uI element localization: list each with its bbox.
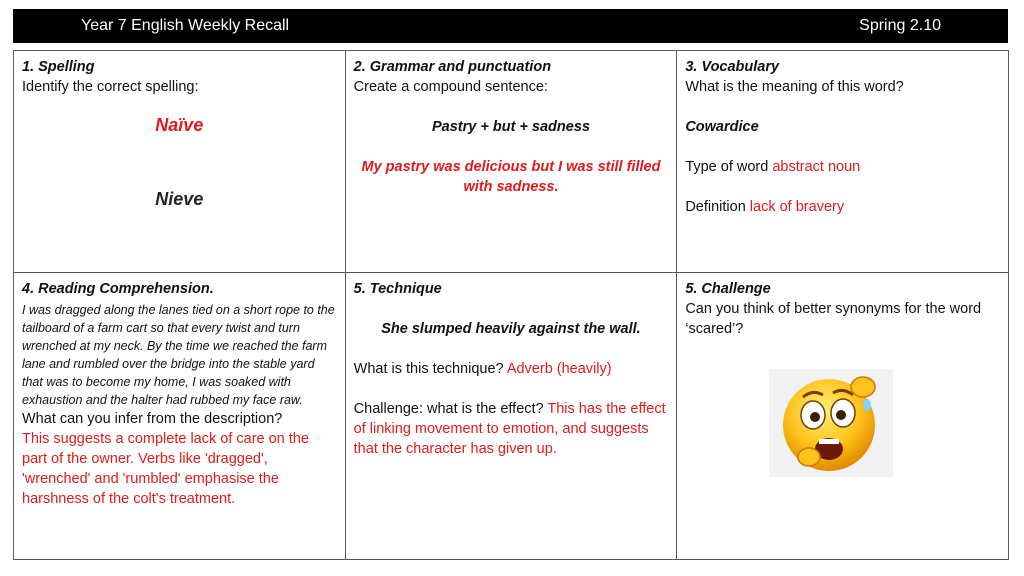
hand-at-mouth [798,448,820,466]
spelling-heading: 1. Spelling [22,59,95,75]
scared-face-emoji-icon [769,369,893,477]
reading-passage: I was dragged along the lanes tied on a short rope to the tailboard of a farm cart so that every twist and turn wrenched at my neck. By the time we reached the farm lane and rumbled over the bridge into the stable yard that was to become my home, I was soaked with exhaustion and the halter had rubbed my face raw. [22,303,335,407]
vocabulary-definition [685,197,1000,217]
reading-answer: This suggests a complete lack of care on the part of the owner. Verbs like 'dragged', 'wrenched' and 'rumbled' emphasise the harshness of the colt's treatment. [22,431,309,507]
challenge-heading: 5. Challenge [685,281,771,297]
grammar-answer: My pastry was delicious but I was still filled with sadness. [361,159,661,195]
grammar-cell [345,51,677,273]
reading-heading: 4. Reading Comprehension. [22,281,214,297]
vocabulary-definition-value: lack of bravery [749,199,845,215]
raised-hand [851,377,875,397]
right-pupil [836,410,846,420]
technique-question [354,359,669,379]
grammar-heading: 2. Grammar and punctuation [353,59,552,75]
technique-challenge-answer: This has the effect of linking movement to emotion, and suggests that the character has given up. [353,401,666,457]
reading-cell [14,273,346,560]
scared-face-emoji-svg [769,369,893,477]
challenge-cell [677,273,1009,560]
technique-question-answer: Adverb (heavily) [506,361,612,377]
spelling-option-incorrect: Nieve [155,189,204,209]
technique-question-label: What is this technique? [353,361,507,377]
left-pupil [810,412,820,422]
vocabulary-cell [677,51,1009,273]
challenge-prompt: Can you think of better synonyms for the word ‘scared’? [685,301,982,337]
term-label: Spring 2.10 [859,17,941,34]
vocabulary-prompt: What is the meaning of this word? [685,79,904,95]
vocabulary-type [685,157,1000,177]
grammar-prompt: Create a compound sentence: [353,79,548,95]
header-bar [13,9,1008,43]
grammar-formula: Pastry + but + sadness [432,119,590,135]
vocabulary-definition-label: Definition [685,199,750,215]
technique-cell [345,273,677,560]
technique-challenge-label: Challenge: what is the effect? [353,401,548,417]
spelling-cell [14,51,346,273]
technique-challenge [354,399,669,459]
recall-grid [13,50,1009,560]
technique-sentence: She slumped heavily against the wall. [381,321,641,337]
teeth [819,439,839,444]
spelling-prompt: Identify the correct spelling: [22,79,199,95]
technique-heading: 5. Technique [353,281,442,297]
vocabulary-type-value: abstract noun [772,159,861,175]
spelling-option-correct: Naïve [155,115,204,135]
sweat-drop [863,399,871,411]
vocabulary-heading: 3. Vocabulary [685,59,780,75]
vocabulary-word: Cowardice [685,119,759,135]
vocabulary-type-label: Type of word [685,159,773,175]
page-title: Year 7 English Weekly Recall [81,17,290,34]
reading-question: What can you infer from the description? [22,411,283,427]
